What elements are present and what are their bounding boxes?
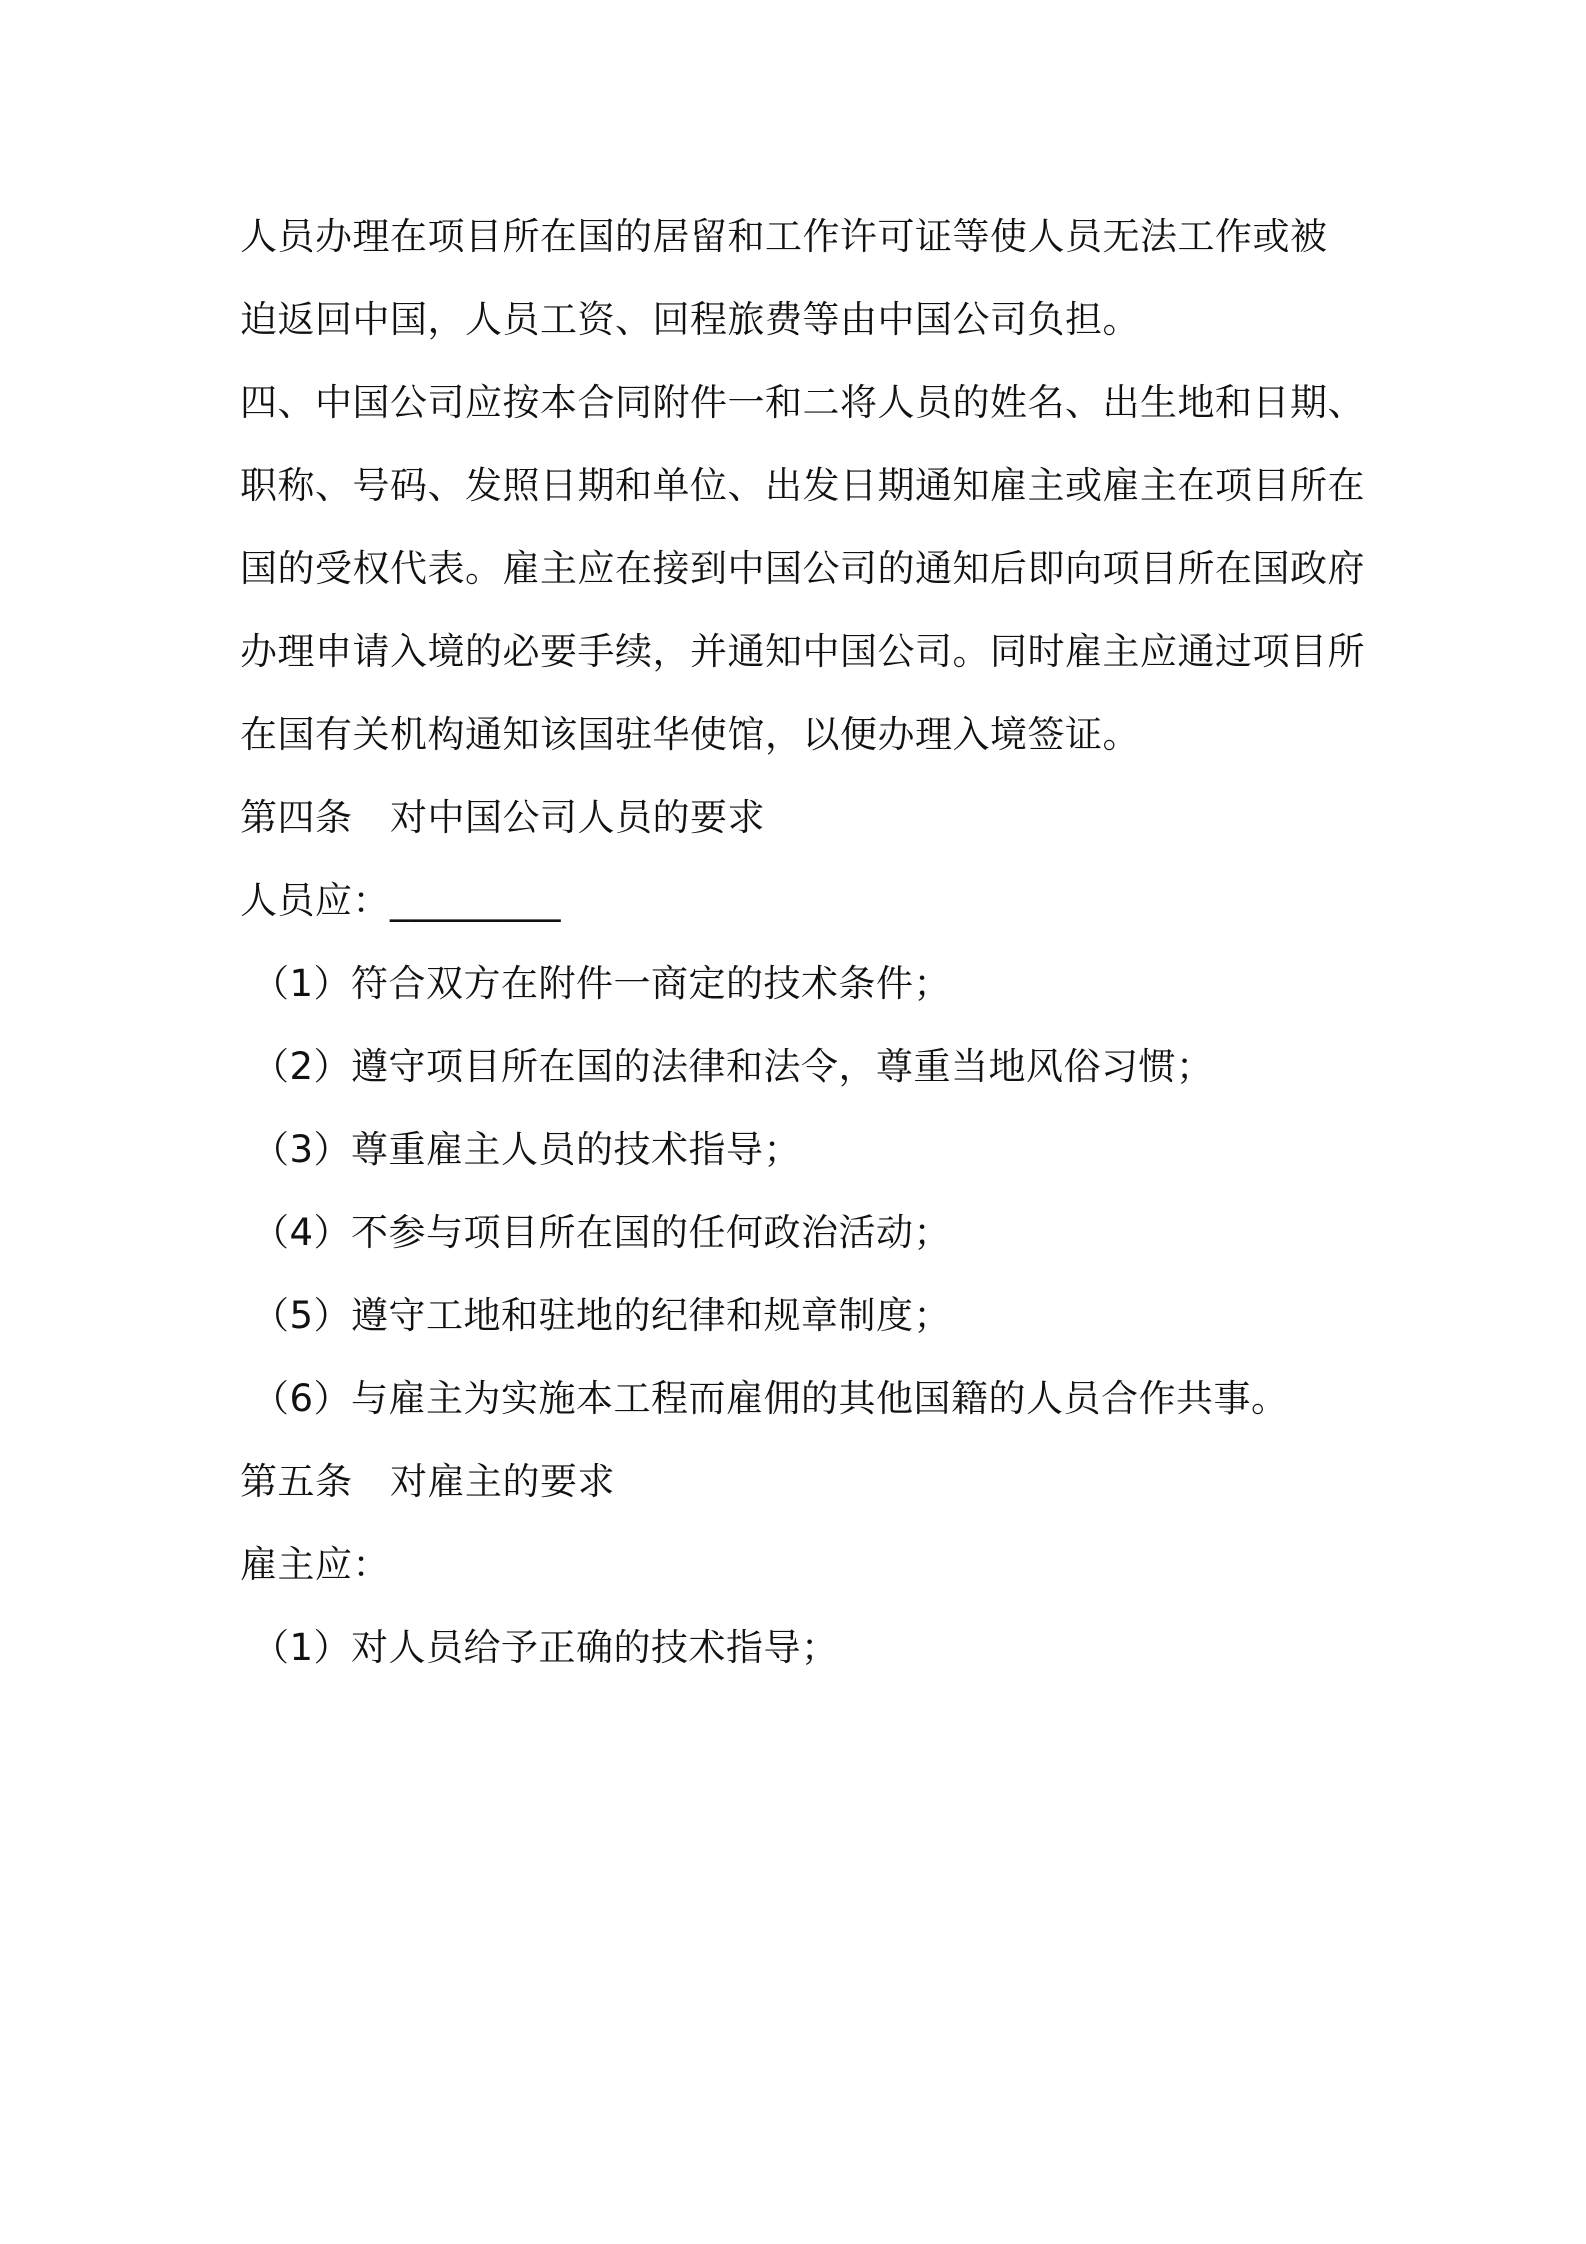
paragraph-line: 职称、号码、发照日期和单位、出发日期通知雇主或雇主在项目所在 bbox=[240, 464, 1365, 507]
list-item: （3）尊重雇主人员的技术指导； bbox=[252, 1128, 802, 1171]
article-heading-4: 第四条 对中国公司人员的要求 bbox=[240, 796, 765, 839]
list-item: （1）对人员给予正确的技术指导； bbox=[252, 1626, 839, 1669]
paragraph-line: 国的受权代表。雇主应在接到中国公司的通知后即向项目所在国政府 bbox=[240, 547, 1365, 590]
list-item: （5）遵守工地和驻地的纪律和规章制度； bbox=[252, 1294, 952, 1337]
employer-requirements-label: 雇主应： bbox=[240, 1543, 390, 1586]
article-heading-5: 第五条 对雇主的要求 bbox=[240, 1460, 615, 1503]
list-item: （2）遵守项目所在国的法律和法令，尊重当地风俗习惯； bbox=[252, 1045, 1214, 1088]
paragraph-line: 迫返回中国，人员工资、回程旅费等由中国公司负担。 bbox=[240, 298, 1140, 341]
paragraph-line: 在国有关机构通知该国驻华使馆，以便办理入境签证。 bbox=[240, 713, 1140, 756]
list-item: （6）与雇主为实施本工程而雇佣的其他国籍的人员合作共事。 bbox=[252, 1377, 1289, 1420]
list-item: （4）不参与项目所在国的任何政治活动； bbox=[252, 1211, 952, 1254]
document-body bbox=[240, 195, 1365, 1689]
paragraph-line: 四、中国公司应按本合同附件一和二将人员的姓名、出生地和日期、 bbox=[240, 381, 1365, 424]
paragraph-line: 人员办理在项目所在国的居留和工作许可证等使人员无法工作或被 bbox=[240, 215, 1328, 258]
paragraph-line: 办理申请入境的必要手续，并通知中国公司。同时雇主应通过项目所 bbox=[240, 630, 1365, 673]
personnel-requirements-label: 人员应：_________ bbox=[240, 879, 561, 922]
list-item: （1）符合双方在附件一商定的技术条件； bbox=[252, 962, 952, 1005]
